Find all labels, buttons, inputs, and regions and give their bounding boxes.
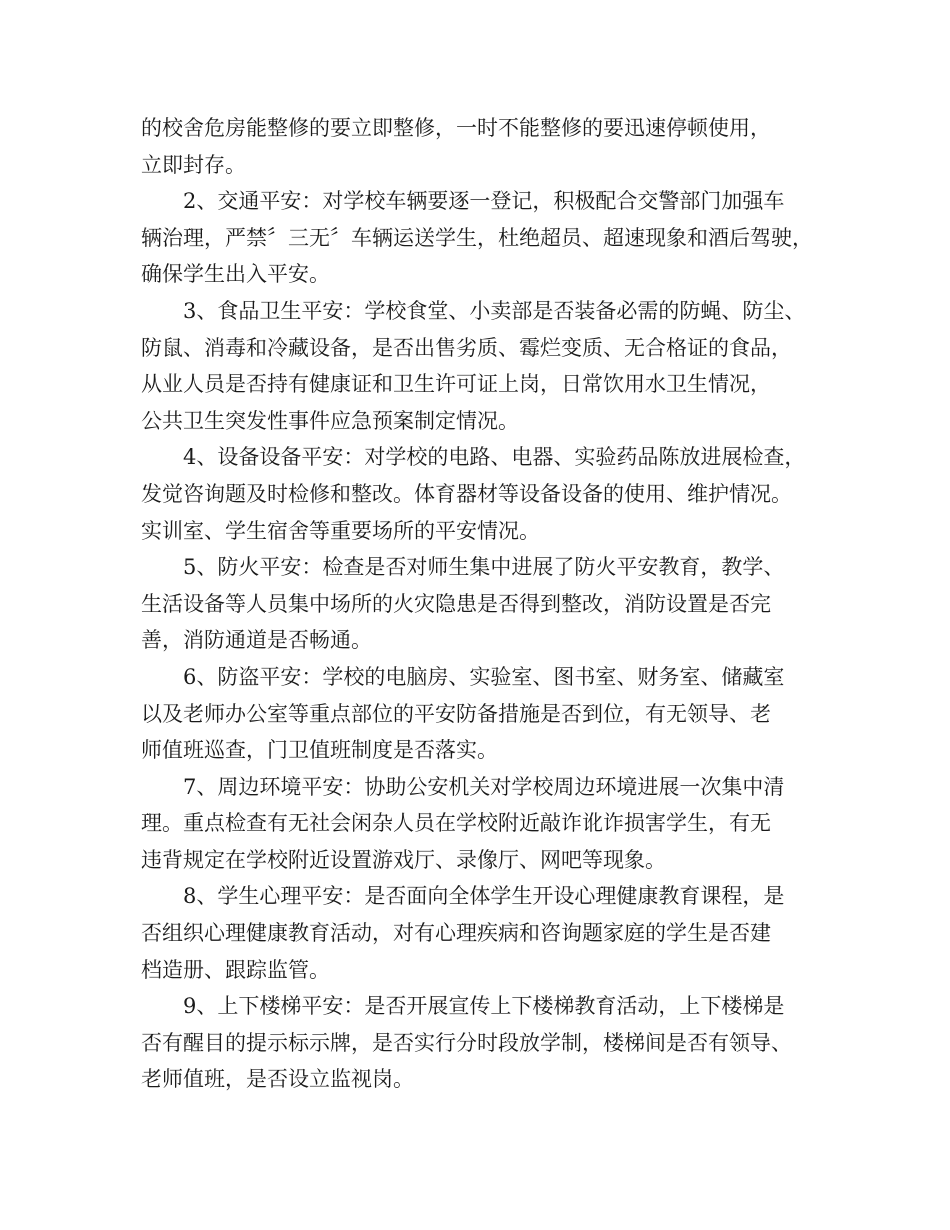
text-line: 辆治理，严禁〞三无〞车辆运送学生，杜绝超员、超速现象和酒后驾驶， [141,225,813,250]
text-line: 违背规定在学校附近设置游戏厅、录像厅、网吧等现象。 [141,847,666,872]
paragraph-stairway-safety [141,988,831,1098]
document-body [141,110,831,1098]
text-line: 3、食品卫生平安：学校食堂、小卖部是否装备必需的防蝇、防尘、 [183,298,806,323]
paragraph-traffic-safety [141,183,831,293]
text-line: 9、上下楼梯平安：是否开展宣传上下楼梯教育活动，上下楼梯是 [183,994,785,1019]
text-line: 档造册、跟踪监管。 [141,957,330,982]
text-line: 生活设备等人员集中场所的火灾隐患是否得到整改，消防设置是否完 [141,591,771,616]
text-line: 师值班巡查，门卫值班制度是否落实。 [141,738,498,763]
text-line: 4、设备设备平安：对学校的电路、电器、实验药品陈放进展检查， [183,445,806,470]
text-line: 5、防火平安：检查是否对师生集中进展了防火平安教育，教学、 [183,555,785,580]
paragraph-surrounding-environment [141,769,831,879]
text-line: 公共卫生突发性事件应急预案制定情况。 [141,408,519,433]
text-line: 实训室、学生宿舍等重要场所的平安情况。 [141,518,540,543]
text-line: 确保学生出入平安。 [141,262,330,287]
paragraph-equipment-safety [141,439,831,549]
text-line: 7、周边环境平安：协助公安机关对学校周边环境进展一次集中清 [183,774,785,799]
text-line: 老师值班，是否设立监视岗。 [141,1067,414,1092]
text-line: 发觉咨询题及时检修和整改。体育器材等设备设备的使用、维护情况。 [141,481,792,506]
paragraph-building-safety-continued [141,110,831,183]
text-line: 2、交通平安：对学校车辆要逐一登记，积极配合交警部门加强车 [183,189,785,214]
text-line: 善，消防通道是否畅通。 [141,628,372,653]
text-line: 否有醒目的提示标示牌，是否实行分时段放学制，楼梯间是否有领导、 [141,1030,792,1055]
text-line: 以及老师办公室等重点部位的平安防备措施是否到位，有无领导、老 [141,701,771,726]
text-line: 立即封存。 [141,152,246,177]
text-line: 8、学生心理平安：是否面向全体学生开设心理健康教育课程，是 [183,884,785,909]
paragraph-fire-safety [141,549,831,659]
text-line: 防鼠、消毒和冷藏设备，是否出售劣质、霉烂变质、无合格证的食品， [141,335,792,360]
text-line: 6、防盗平安：学校的电脑房、实验室、图书室、财务室、储藏室 [183,664,785,689]
paragraph-food-hygiene-safety [141,293,831,439]
text-line: 的校舍危房能整修的要立即整修，一时不能整修的要迅速停顿使用， [141,116,771,140]
text-line: 否组织心理健康教育活动，对有心理疾病和咨询题家庭的学生是否建 [141,921,771,946]
text-line: 从业人员是否持有健康证和卫生许可证上岗，日常饮用水卫生情况， [141,372,771,397]
text-line: 理。重点检查有无社会闲杂人员在学校附近敲诈讹诈损害学生，有无 [141,811,771,836]
paragraph-mental-health [141,878,831,988]
paragraph-theft-prevention [141,659,831,769]
